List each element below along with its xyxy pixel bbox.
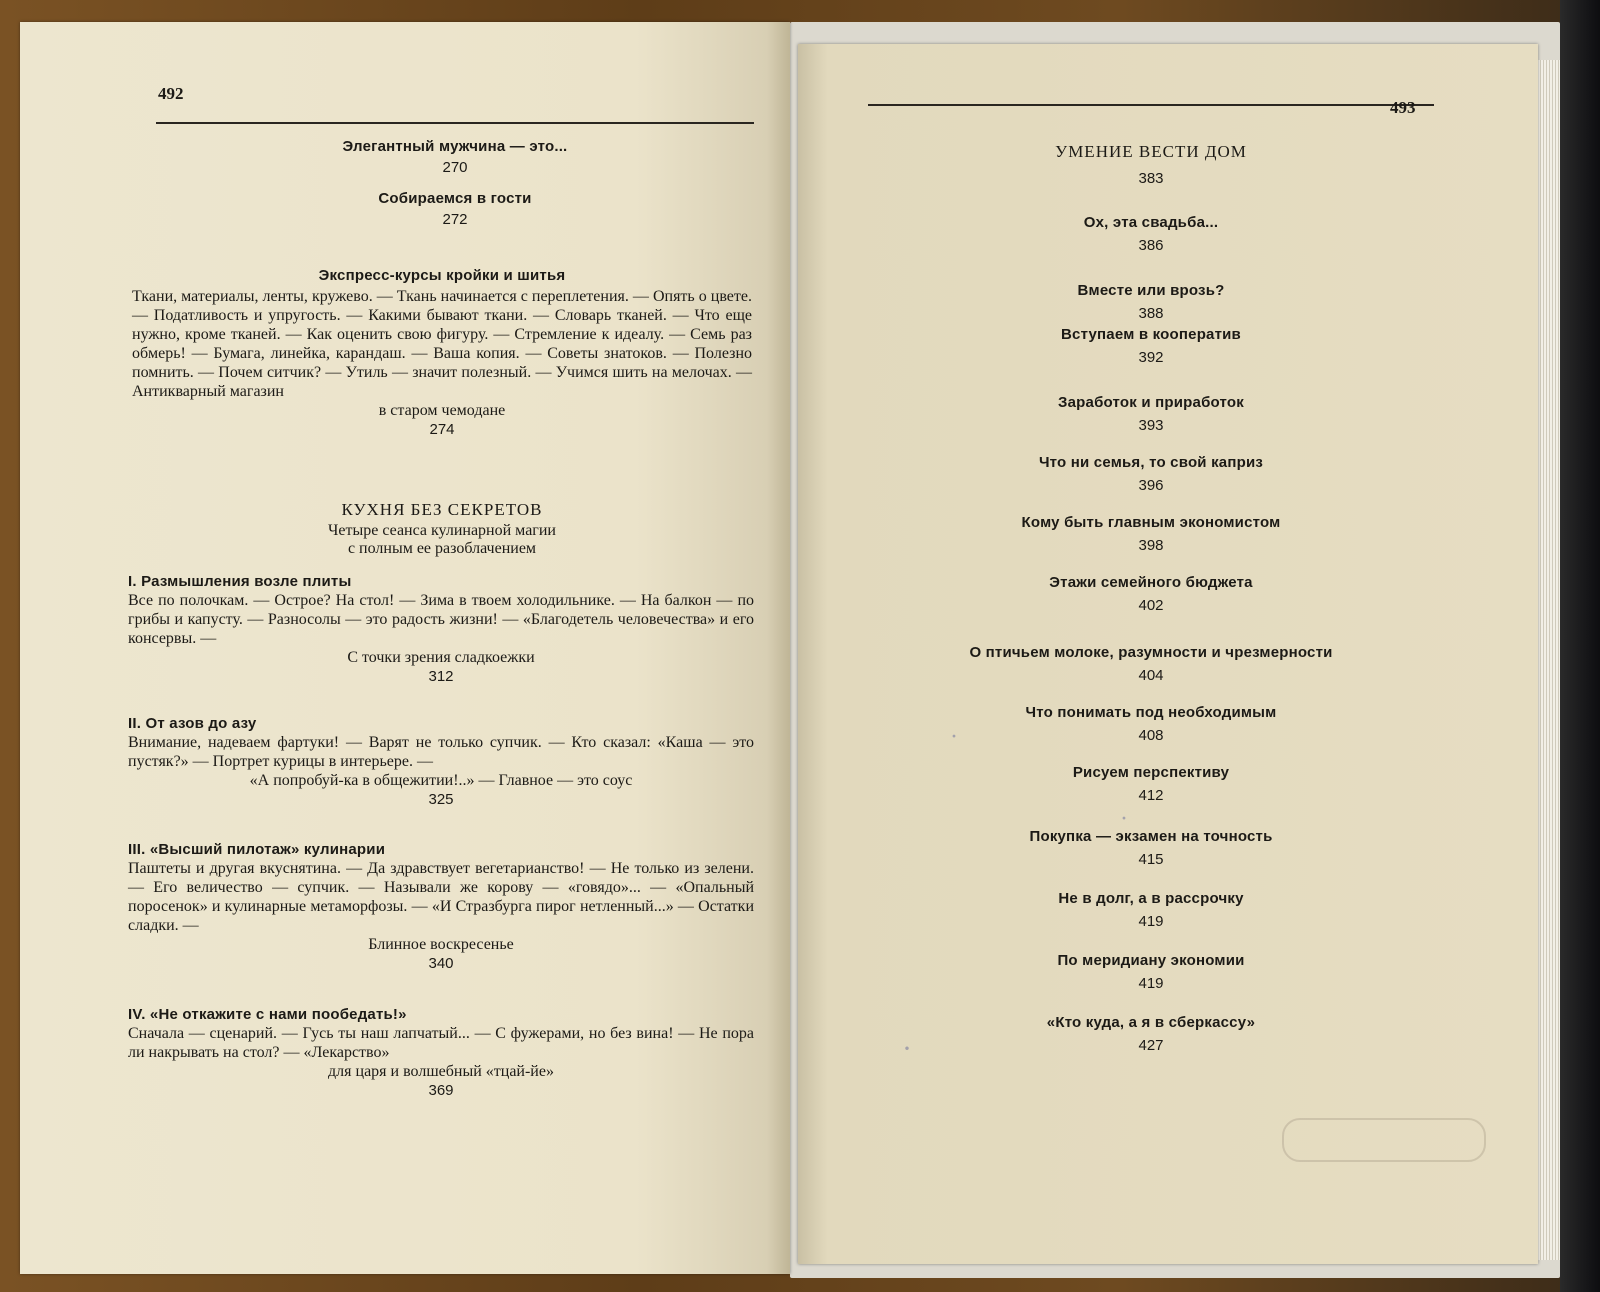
entry-title: О птичьем молоке, разумности и чрезмерности (969, 644, 1333, 661)
chapter-entry (128, 840, 754, 973)
entry-title: «Кто куда, а я в сберкассу» (1046, 1014, 1256, 1031)
entry-title: Кому быть главным экономистом (1021, 514, 1281, 531)
entry-title: Экспресс-курсы кройки и шитья (318, 267, 566, 284)
entry-title: Элегантный мужчина — это... (342, 138, 568, 155)
section-title: УМЕНИЕ ВЕСТИ ДОМ (1055, 142, 1247, 161)
dark-background-edge (1560, 0, 1600, 1292)
section-title: КУХНЯ БЕЗ СЕКРЕТОВ (341, 500, 543, 519)
entry-title: Не в долг, а в рассрочку (1058, 890, 1244, 907)
toc-entry (868, 214, 1434, 254)
section-subtitle: с полным ее разоблачением (347, 540, 537, 557)
entry-page: 386 (1138, 237, 1164, 254)
entry-page: 408 (1138, 727, 1164, 744)
entry-page: 402 (1138, 597, 1164, 614)
chapter-entry (128, 1005, 754, 1100)
toc-entry (868, 1014, 1434, 1054)
toc-entry (868, 454, 1434, 494)
entry-title: Этажи семейного бюджета (1049, 574, 1253, 591)
header-rule (868, 104, 1434, 106)
left-page (20, 22, 790, 1274)
chapter-last-line: Блинное воскресенье (368, 936, 514, 953)
chapter-title: II. От азов до азу (128, 715, 257, 732)
ink-speck: · (950, 724, 958, 750)
entry-page: 415 (1138, 851, 1164, 868)
toc-entry (156, 138, 754, 176)
entry-title: Заработок и приработок (1058, 394, 1244, 411)
section-heading (130, 500, 754, 558)
chapter-last-line: «А попробуй-ка в общежитии!..» — Главное — это соус (249, 772, 633, 789)
entry-description (132, 287, 752, 439)
entry-page: 272 (442, 211, 468, 228)
entry-page: 393 (1138, 417, 1164, 434)
entry-title: По меридиану экономии (1057, 952, 1245, 969)
toc-entry (868, 394, 1434, 434)
entry-page: 398 (1138, 537, 1164, 554)
entry-page: 270 (442, 159, 468, 176)
chapter-page: 369 (428, 1082, 454, 1099)
ink-speck: · (902, 1032, 912, 1065)
chapter-entry (128, 572, 754, 686)
chapter-description: Паштеты и другая вкуснятина. — Да здравствует вегетарианство! — Не только из зелени. — Его величество — супчик. — Называли же корову — «говядо»... — «Опальный поросенок» и кулинарные метаморфозы. — «И Стразбурга пирог нетленный...» — Остатки сладки. — (128, 860, 754, 934)
toc-entry (868, 514, 1434, 554)
toc-entry (868, 644, 1434, 684)
chapter-page: 312 (428, 668, 454, 685)
chapter-last-line: С точки зрения сладкоежки (347, 649, 535, 666)
entry-title: Покупка — экзамен на точность (1029, 828, 1273, 845)
chapter-title: I. Размышления возле плиты (128, 573, 352, 590)
chapter-title: IV. «Не откажите с нами пообедать!» (128, 1006, 407, 1023)
faint-stamp (1282, 1118, 1486, 1162)
toc-entry (868, 282, 1434, 322)
right-page (798, 44, 1538, 1264)
entry-title: Что ни семья, то свой каприз (1038, 454, 1264, 471)
entry-page: 396 (1138, 477, 1164, 494)
chapter-description: Внимание, надеваем фартуки! — Варят не только супчик. — Кто сказал: «Каша — это пустяк?» — Портрет курицы в интерьере. — (128, 734, 754, 770)
entry-page: 274 (429, 421, 455, 438)
toc-entry (868, 828, 1434, 868)
entry-title: Вместе или врозь? (1077, 282, 1225, 299)
entry-page: 412 (1138, 787, 1164, 804)
ink-speck: · (1120, 806, 1128, 832)
entry-title: Что понимать под необходимым (1025, 704, 1277, 721)
entry-title: Собираемся в гости (378, 190, 532, 207)
chapter-title: III. «Высший пилотаж» кулинарии (128, 841, 386, 858)
toc-entry (868, 764, 1434, 804)
toc-entry (868, 326, 1434, 366)
section-heading (868, 142, 1434, 187)
page-number: 492 (158, 84, 184, 103)
entry-page: 392 (1138, 349, 1164, 366)
description-last-line: в старом чемодане (378, 402, 506, 419)
section-subtitle: Четыре сеанса кулинарной магии (328, 522, 556, 539)
description-text: Ткани, материалы, ленты, кружево. — Ткань начинается с переплетения. — Опять о цвете. — Податливость и упругость. — Какими бывают ткани. — Словарь тканей. — Что еще нужно, кроме тканей. — Как оценить свою фигуру. — Стремление к идеалу. — Семь раз обмерь! — Бумага, линейка, карандаш. — Ваша копия. — Советы знатоков. — Полезно помнить. — Почем ситчик? — Утиль — значит полезный. — Учимся шить на мелочах. — Антикварный магазин (132, 288, 752, 400)
toc-entry-express (130, 267, 754, 284)
entry-title: Вступаем в кооператив (1061, 326, 1241, 343)
chapter-entry (128, 714, 754, 809)
chapter-page: 325 (428, 791, 454, 808)
entry-page: 388 (1138, 305, 1164, 322)
toc-entry (868, 952, 1434, 992)
entry-page: 419 (1138, 913, 1164, 930)
entry-page: 419 (1138, 975, 1164, 992)
page-number: 493 (1390, 98, 1416, 117)
entry-title: Рисуем перспективу (1072, 764, 1230, 781)
header-rule (156, 122, 754, 124)
toc-entry (868, 890, 1434, 930)
section-page: 383 (1138, 170, 1164, 187)
chapter-last-line: для царя и волшебный «тцай-йе» (328, 1063, 554, 1080)
entry-title: Ох, эта свадьба... (1083, 214, 1219, 231)
chapter-description: Все по полочкам. — Острое? На стол! — Зима в твоем холодильнике. — На балкон — по грибы и капусту. — Разносолы — это радость жизни! — «Благодетель человечества» и его консервы. — (128, 592, 754, 647)
chapter-page: 340 (428, 955, 454, 972)
toc-entry (156, 190, 754, 228)
page-edges (1538, 60, 1560, 1260)
chapter-description: Сначала — сценарий. — Гусь ты наш лапчатый... — С фужерами, но без вина! — Не пора ли накрывать на стол? — «Лекарство» (128, 1025, 754, 1061)
entry-page: 427 (1138, 1037, 1164, 1054)
toc-entry (868, 574, 1434, 614)
entry-page: 404 (1138, 667, 1164, 684)
